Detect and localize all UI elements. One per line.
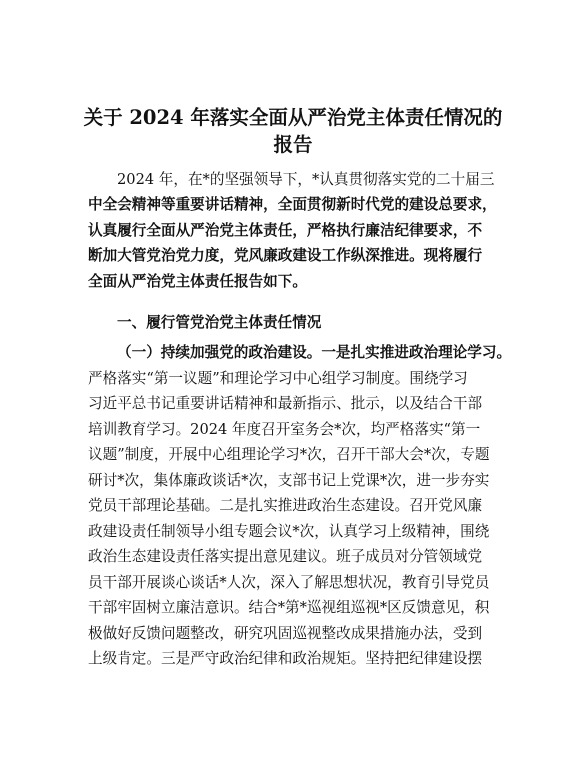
body-line: 极做好反馈问题整改，研究巩固巡视整改成果措施办法，受到: [88, 625, 483, 642]
body-line: 干部牢固树立廉洁意识。结合*第*巡视组巡视*区反馈意见，积: [88, 599, 490, 616]
body-line: 研讨*次，集体廉政谈话*次，支部书记上党课*次，进一步夯实: [88, 472, 490, 489]
intro-line: 认真履行全面从严治党主体责任，严格执行廉洁纪律要求，不: [88, 222, 483, 239]
body-line: 上级肯定。三是严守政治纪律和政治规矩。坚持把纪律建设摆: [88, 650, 483, 667]
intro-line: 断加大管党治党力度，党风廉政建设工作纵深推进。现将履行: [88, 247, 483, 264]
body-line: 政建设责任制领导小组专题会议*次，认真学习上级精神，围绕: [88, 523, 490, 540]
document-title-line-1: 关于 2024 年落实全面从严治党主体责任情况的: [83, 106, 503, 129]
body-line: 党员干部理论基础。二是扎实推进政治生态建设。召开党风廉: [88, 497, 483, 514]
body-line: 培训教育学习。2024 年度召开室务会*次，均严格落实“第一: [88, 421, 481, 438]
intro-line: 全面从严治党主体责任报告如下。: [88, 273, 307, 290]
body-line: 习近平总书记重要讲话精神和最新指示、批示，以及结合干部: [88, 395, 483, 412]
intro-line: 2024 年，在*的坚强领导下，*认真贯彻落实党的二十届三: [117, 171, 495, 188]
document-title-line-2: 报告: [273, 133, 313, 156]
body-line: 严格落实“第一议题”和理论学习中心组学习制度。围绕学习: [88, 370, 468, 387]
section-heading: 一、履行管党治党主体责任情况: [117, 314, 322, 331]
body-line: 政治生态建设责任落实提出意见建议。班子成员对分管领域党: [88, 548, 483, 565]
body-line: （一）持续加强党的政治建设。一是扎实推进政治理论学习。: [117, 344, 512, 361]
intro-line: 中全会精神等重要讲话精神，全面贯彻新时代党的建设总要求，: [88, 196, 497, 213]
body-line: 议题”制度，开展中心组理论学习*次，召开干部大会*次，专题: [88, 446, 490, 463]
body-line: 员干部开展谈心谈话*人次，深入了解思想状况，教育引导党员: [88, 574, 490, 591]
